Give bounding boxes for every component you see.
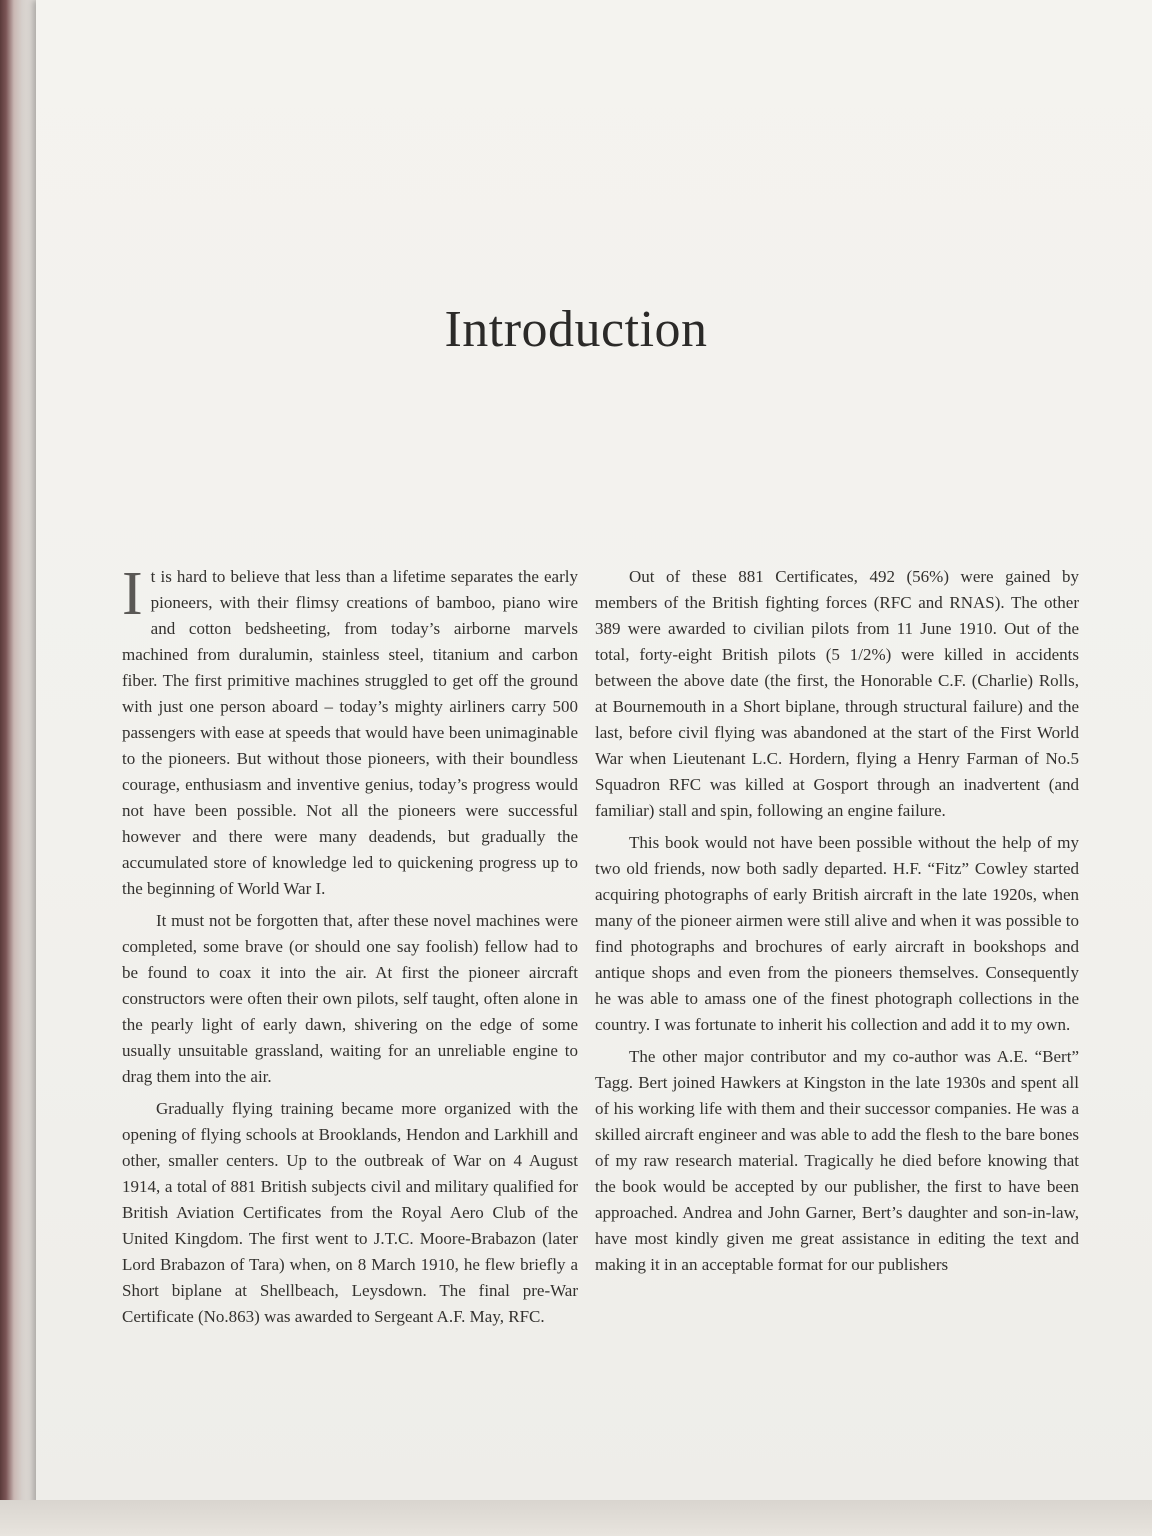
left-column xyxy=(122,560,578,1336)
left-paragraph-1-text: t is hard to believe that less than a lifetime separates the early pioneers, with their flimsy creations of bamboo, piano wire and cotton bedsheeting, from today’s airborne marvels machined from duralumin, stainless steel, titanium and carbon fiber. The first primitive machines struggled to get off the ground with just one person aboard – today’s mighty airliners carry 500 passengers with ease at speeds that would have been unimaginable to the pioneers. But without those pioneers, with their boundless courage, enthusiasm and inventive genius, today’s progress would not have been possible. Not all the pioneers were successful however and there were many deadends, but gradually the accumulated store of knowledge led to quickening progress up to the beginning of World War I. xyxy=(122,567,578,898)
page-title: Introduction xyxy=(444,301,708,358)
right-paragraph-2: This book would not have been possible without the help of my two old friends, now both sadly departed. H.F. “Fitz” Cowley started acquiring photographs of early British aircraft in the late 1920s, when many of the pioneer airmen were still alive and when it was possible to find photographs and brochures of early aircraft in bookshops and antique shops and even from the pioneers themselves. Consequently he was able to amass one of the finest photograph collections in the country. I was fortunate to inherit his collection and add it to my own. xyxy=(595,833,1079,1034)
left-paragraph-3: Gradually flying training became more organized with the opening of flying schools at Brooklands, Hendon and Larkhill and other, smaller centers. Up to the outbreak of War on 4 August 1914, a total of 881 British subjects civil and military qualified for British Aviation Certificates from the Royal Aero Club of the United Kingdom. The first went to J.T.C. Moore-Brabazon (later Lord Brabazon of Tara) when, on 8 March 1910, he flew briefly a Short biplane at Shellbeach, Leysdown. The final pre-War Certificate (No.863) was awarded to Sergeant A.F. May, RFC. xyxy=(122,1099,578,1326)
left-paragraph-2: It must not be forgotten that, after these novel machines were completed, some brave (or should one say foolish) fellow had to be found to coax it into the air. At first the pioneer aircraft constructors were often their own pilots, self taught, often alone in the pearly light of early dawn, shivering on the edge of some usually unsuitable grassland, waiting for an unreliable engine to drag them into the air. xyxy=(122,911,578,1086)
drop-cap: I xyxy=(122,560,143,628)
left-paragraph-1 xyxy=(122,560,578,902)
right-column xyxy=(595,564,1079,1284)
right-paragraph-1: Out of these 881 Certificates, 492 (56%) were gained by members of the British fighting forces (RFC and RNAS). The other 389 were awarded to civilian pilots from 11 June 1910. Out of the total, forty-eight British pilots (5 1/2%) were killed in accidents between the above date (the first, the Honorable C.F. (Charlie) Rolls, at Bournemouth in a Short biplane, through structural failure) and the last, before civil flying was abandoned at the start of the First World War when Lieutenant L.C. Hordern, flying a Henry Farman of No.5 Squadron RFC was killed at Gosport through an inadvertent (and familiar) stall and spin, following an engine failure. xyxy=(595,567,1079,820)
right-paragraph-3: The other major contributor and my co-author was A.E. “Bert” Tagg. Bert joined Hawkers at Kingston in the late 1930s and spent all of his working life with them and their successor companies. He was a skilled aircraft engineer and was able to add the flesh to the bare bones of my raw research material. Tragically he died before knowing that the book would be accepted by our publisher, the first to have been approached. Andrea and John Garner, Bert’s daughter and son-in-law, have most kindly given me great assistance in editing the text and making it in an acceptable format for our publishers xyxy=(595,1047,1079,1274)
page-bottom-edge xyxy=(0,1500,1152,1536)
